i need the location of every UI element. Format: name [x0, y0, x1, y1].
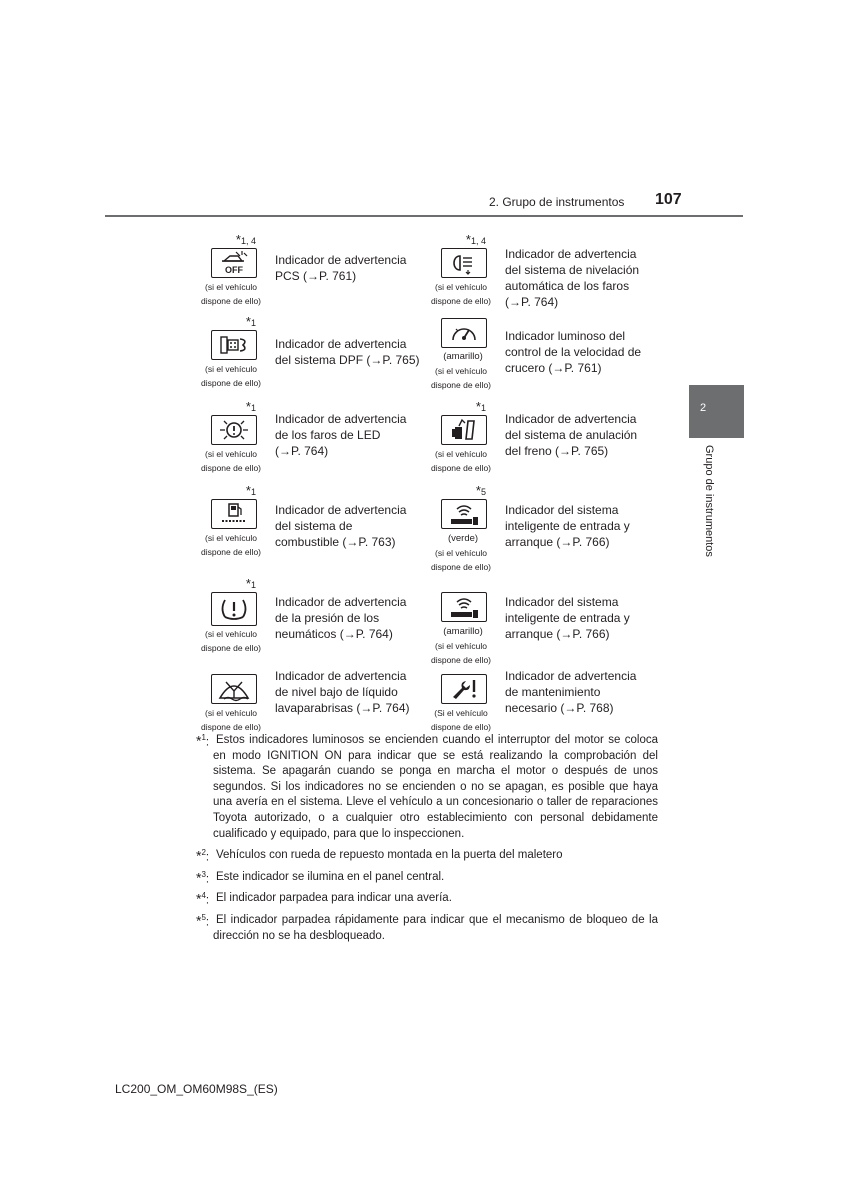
document-code: LC200_OM_OM60M98S_(ES) — [115, 1082, 278, 1096]
indicator-led-headlight — [196, 399, 426, 483]
availability-caption: (si el vehículo dispone de ello) — [200, 533, 261, 557]
indicator-tire-pressure — [196, 576, 426, 660]
indicator-description: Indicador de advertencia del sistema de anulación del freno (→P. 765) — [505, 412, 638, 458]
indicator-description: Indicador de advertencia del sistema DPF (→P. 765) — [275, 337, 420, 367]
footnote-2: *$^2$: Vehículos con rueda de repuesto montada en la puerta del maletero — [196, 848, 658, 864]
indicator-dpf — [196, 314, 426, 398]
indicator-cruise — [426, 318, 656, 398]
footnote-mark: *1 — [475, 399, 486, 414]
header-divider — [105, 215, 743, 217]
indicator-description: Indicador del sistema inteligente de entrada y arranque (→P. 766) — [505, 503, 630, 549]
pcs-off-label: OFF — [225, 265, 243, 275]
availability-caption: (si el vehículo dispone de ello) — [200, 282, 261, 306]
footnote-marker: *$^3$: — [196, 869, 210, 886]
chapter-label: Grupo de instrumentos — [703, 445, 715, 557]
footnote-1: *$^1$: Estos indicadores luminosos se encienden cuando el interruptor del motor se coloca en modo IGNITION ON para indicar que se está realizando la comprobación del sistema. Se apagarán cuando se ponga en marcha el motor o después de unos segundos. Si los indicadores no se encienden o no se apagan, es posible que haya una avería en el sistema. Lleve el vehículo a un concesionario o taller de reparaciones Toyota autorizado, o a cualquier otro establecimiento con personal debidamente cualificado y equipado, para que lo inspeccionen. — [196, 733, 658, 842]
washer-fluid-icon — [211, 674, 257, 704]
indicator-description: Indicador de advertencia de nivel bajo de líquido lavaparabrisas (→P. 764) — [275, 669, 410, 715]
availability-caption: (si el vehículo dispone de ello) — [430, 366, 491, 390]
footnote-marker: *$^1$: — [196, 732, 210, 749]
footnote-4: *$^4$: El indicador parpadea para indicar una avería. — [196, 891, 658, 907]
dpf-icon — [211, 330, 257, 360]
maintenance-required-icon — [441, 674, 487, 704]
indicator-description: Indicador del sistema inteligente de entrada y arranque (→P. 766) — [505, 595, 630, 641]
footnote-mark: *1, 4 — [465, 232, 486, 247]
chapter-number: 2 — [699, 402, 707, 414]
fuel-system-icon — [211, 499, 257, 529]
footnote-mark: *1, 4 — [235, 232, 256, 247]
chapter-tab — [689, 385, 744, 438]
led-headlight-icon — [211, 415, 257, 445]
footnote-marker: *$^5$: — [196, 912, 210, 929]
indicator-description: Indicador de advertencia PCS (→P. 761) — [275, 253, 407, 283]
section-title: 2. Grupo de instrumentos — [489, 195, 625, 209]
footnote-3: *$^3$: Este indicador se ilumina en el panel central. — [196, 870, 658, 886]
availability-caption: (si el vehículo dispone de ello) — [430, 548, 491, 572]
indicator-washer-fluid — [196, 662, 426, 742]
indicator-pcs — [196, 232, 426, 316]
indicator-smart-entry-green — [426, 483, 656, 572]
footnote-mark: *1 — [245, 576, 256, 591]
footnotes — [196, 733, 658, 950]
indicator-brake-override — [426, 399, 656, 483]
indicator-headlight-leveling — [426, 232, 656, 316]
indicator-color: (amarillo) — [443, 626, 483, 637]
indicator-color: (amarillo) — [443, 351, 483, 362]
indicator-description: Indicador luminoso del control de la velocidad de crucero (→P. 761) — [505, 329, 642, 375]
footnote-mark: *5 — [475, 483, 486, 498]
brake-override-icon — [441, 415, 487, 445]
indicator-description: Indicador de advertencia del sistema de combustible (→P. 763) — [275, 503, 407, 549]
availability-caption: (si el vehículo dispone de ello) — [200, 364, 261, 388]
availability-caption: (si el vehículo dispone de ello) — [200, 708, 261, 732]
availability-caption: (si el vehículo dispone de ello) — [430, 282, 491, 306]
footnote-mark: *1 — [245, 314, 256, 329]
indicator-fuel-system — [196, 483, 426, 567]
indicator-description: Indicador de advertencia de la presión de los neumáticos (→P. 764) — [275, 595, 407, 641]
footnote-mark: *1 — [245, 483, 256, 498]
availability-caption: (si el vehículo dispone de ello) — [430, 449, 491, 473]
footnote-5: *$^5$: El indicador parpadea rápidamente para indicar que el mecanismo de bloqueo de la dirección no se ha desbloqueado. — [196, 913, 658, 944]
page-number: 107 — [655, 191, 682, 208]
availability-caption: (Si el vehículo dispone de ello) — [430, 708, 491, 732]
footnote-marker: *$^2$: — [196, 847, 210, 864]
footnote-marker: *$^4$: — [196, 891, 210, 907]
indicator-maintenance — [426, 662, 656, 742]
headlight-leveling-icon — [441, 248, 487, 278]
tire-pressure-icon — [211, 592, 257, 626]
indicator-color: (verde) — [447, 533, 479, 544]
smart-key-icon — [441, 592, 487, 622]
availability-caption: (si el vehículo dispone de ello) — [200, 449, 261, 473]
availability-caption: (si el vehículo dispone de ello) — [430, 641, 491, 665]
smart-key-icon — [441, 499, 487, 529]
indicator-description: Indicador de advertencia de los faros de LED (→P. 764) — [275, 412, 407, 458]
availability-caption: (si el vehículo dispone de ello) — [200, 629, 261, 653]
footnote-mark: *1 — [245, 399, 256, 414]
indicator-description: Indicador de advertencia del sistema de nivelación automática de los faros (→P. 764) — [505, 247, 640, 309]
indicator-description: Indicador de advertencia de mantenimiento necesario (→P. 768) — [505, 669, 637, 715]
pcs-off-icon — [211, 248, 257, 278]
indicator-smart-entry-amber — [426, 580, 656, 665]
cruise-control-icon — [441, 318, 487, 348]
